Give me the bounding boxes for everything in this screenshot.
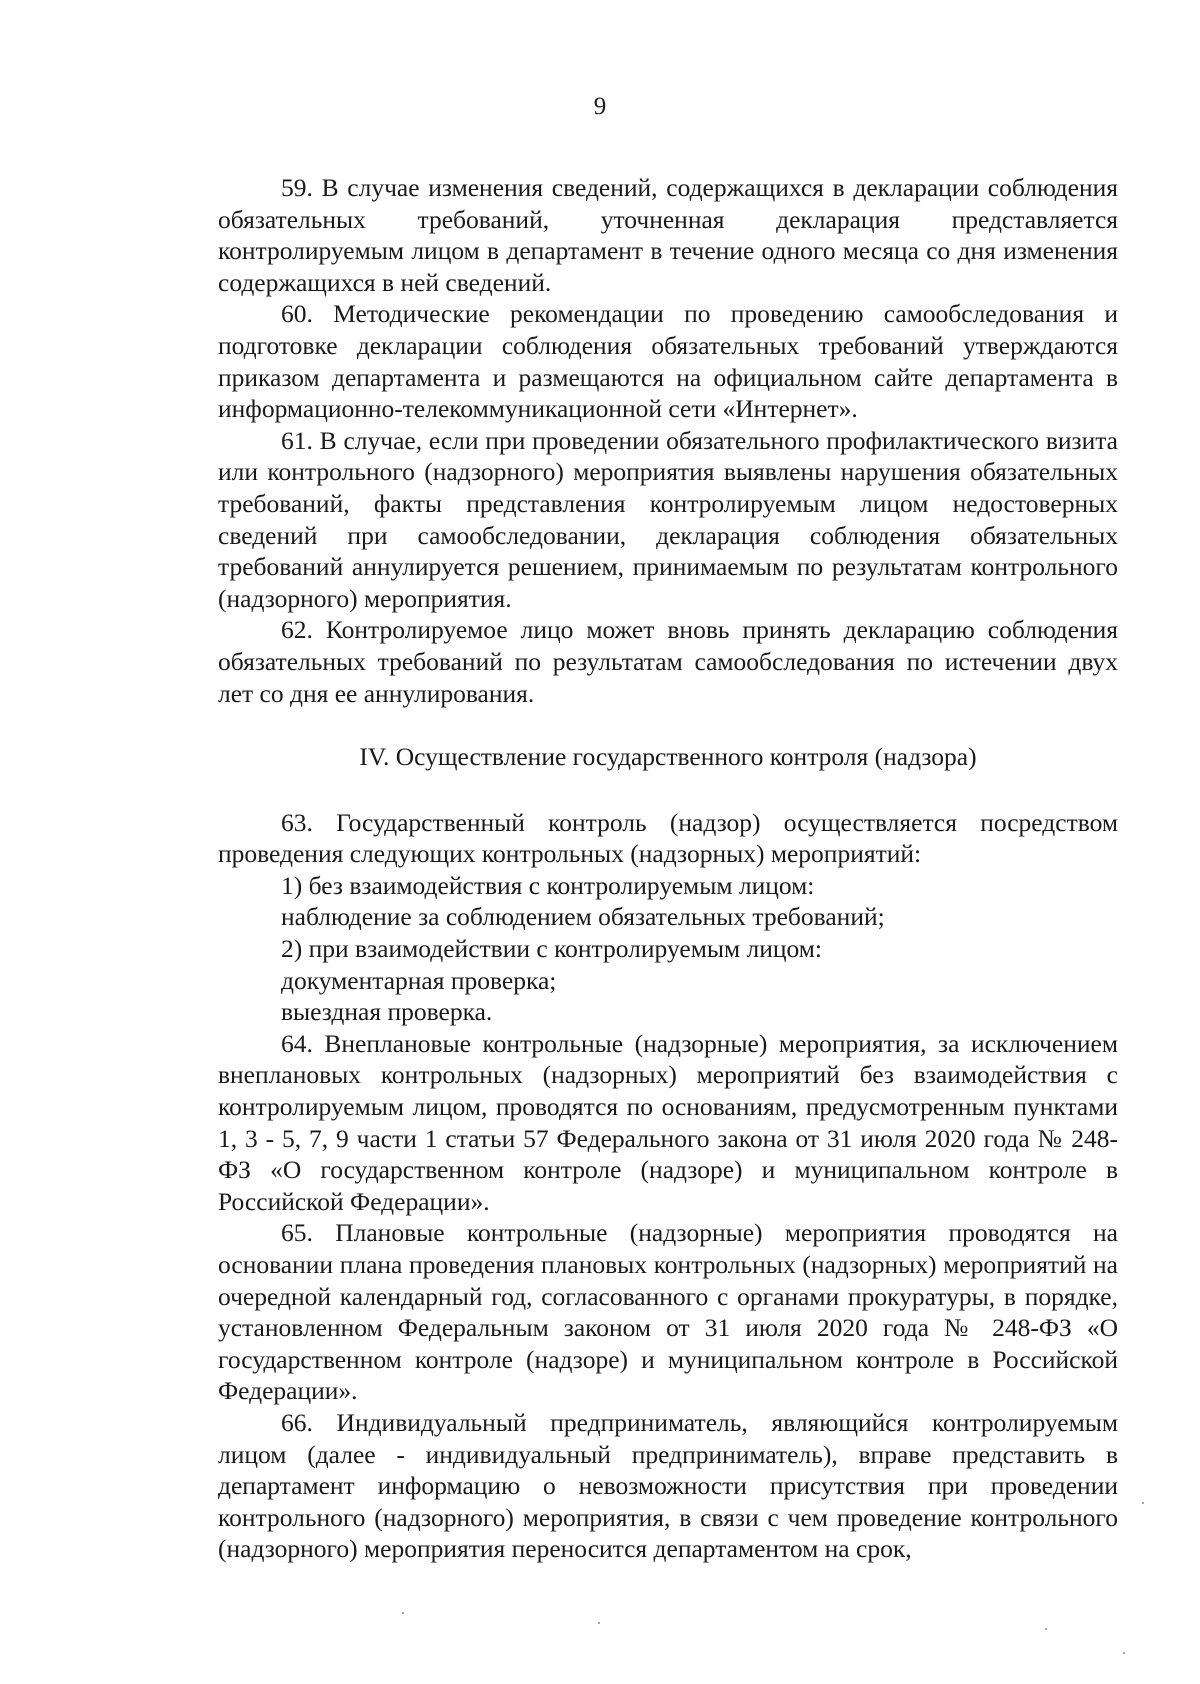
scan-speck — [1142, 1502, 1144, 1504]
scan-speck — [598, 1622, 600, 1624]
scan-speck — [1123, 1652, 1125, 1654]
document-body — [218, 172, 1118, 1565]
paragraph-60: 60. Методические рекомендации по проведению самообследования и подготовке декларации соблюдения обязательных требований утверждаются приказом департамента и размещаются на официальном сайте департамента в информационно-телекоммуникационной сети «Интернет». — [218, 299, 1118, 424]
list-item: 2) при взаимодействии с контролируемым лицом: — [281, 934, 822, 964]
list-item: наблюдение за соблюдением обязательных требований; — [281, 902, 885, 932]
list-item: 1) без взаимодействия с контролируемым лицом: — [281, 870, 815, 900]
paragraph-64: 64. Внеплановые контрольные (надзорные) мероприятия, за исключением внеплановых контрольных (надзорных) мероприятий без взаимодействия с контролируемым лицом, проводятся по основаниям, предусмотренным пунктами 1, 3 - 5, 7, 9 части 1 статьи 57 Федерального закона от 31 июля 2020 года № 248-ФЗ «О государственном контроле (надзоре) и муниципальном контроле в Российской Федерации». — [218, 1028, 1118, 1216]
paragraph-65: 65. Плановые контрольные (надзорные) мероприятия проводятся на основании плана проведения плановых контрольных (надзорных) мероприятий на очередной календарный год, согласованного с органами прокуратуры, в порядке, установленном Федеральным законом от 31 июля 2020 года № 248-ФЗ «О государственном контроле (надзоре) и муниципальном контроле в Российской Федерации». — [218, 1218, 1118, 1406]
paragraph-61: 61. В случае, если при проведении обязательного профилактического визита или контрольного (надзорного) мероприятия выявлены нарушения обязательных требований, факты представления контролируемым лицом недостоверных сведений при самообследовании, декларация соблюдения обязательных требований аннулируется решением, принимаемым по результатам контрольного (надзорного) мероприятия. — [218, 425, 1118, 613]
paragraph-66: 66. Индивидуальный предприниматель, являющийся контролируемым лицом (далее - индивидуальный предприниматель), вправе представить в департамент информацию о невозможности присутствия при проведении контрольного (надзорного) мероприятия, в связи с чем проведение контрольного (надзорного) мероприятия переносится департаментом на срок, — [218, 1407, 1118, 1564]
paragraph-62: 62. Контролируемое лицо может вновь принять декларацию соблюдения обязательных требований по результатам самообследования по истечении двух лет со дня ее аннулирования. — [218, 615, 1118, 708]
scan-speck — [1045, 1628, 1047, 1630]
list-item: выездная проверка. — [281, 997, 493, 1027]
page-number: 9 — [593, 93, 607, 120]
paragraph-59: 59. В случае изменения сведений, содержащихся в декларации соблюдения обязательных требований, уточненная декларация представляется контролируемым лицом в департамент в течение одного месяца со дня изменения содержащихся в ней сведений. — [218, 173, 1118, 297]
list-item: документарная проверка; — [281, 965, 557, 995]
scan-speck — [402, 1612, 404, 1614]
paragraph-63-intro: 63. Государственный контроль (надзор) осуществляется посредством проведения следующих контрольных (надзорных) мероприятий: — [218, 807, 1118, 869]
section-heading: IV. Осуществление государственного контроля (надзора) — [359, 742, 977, 772]
